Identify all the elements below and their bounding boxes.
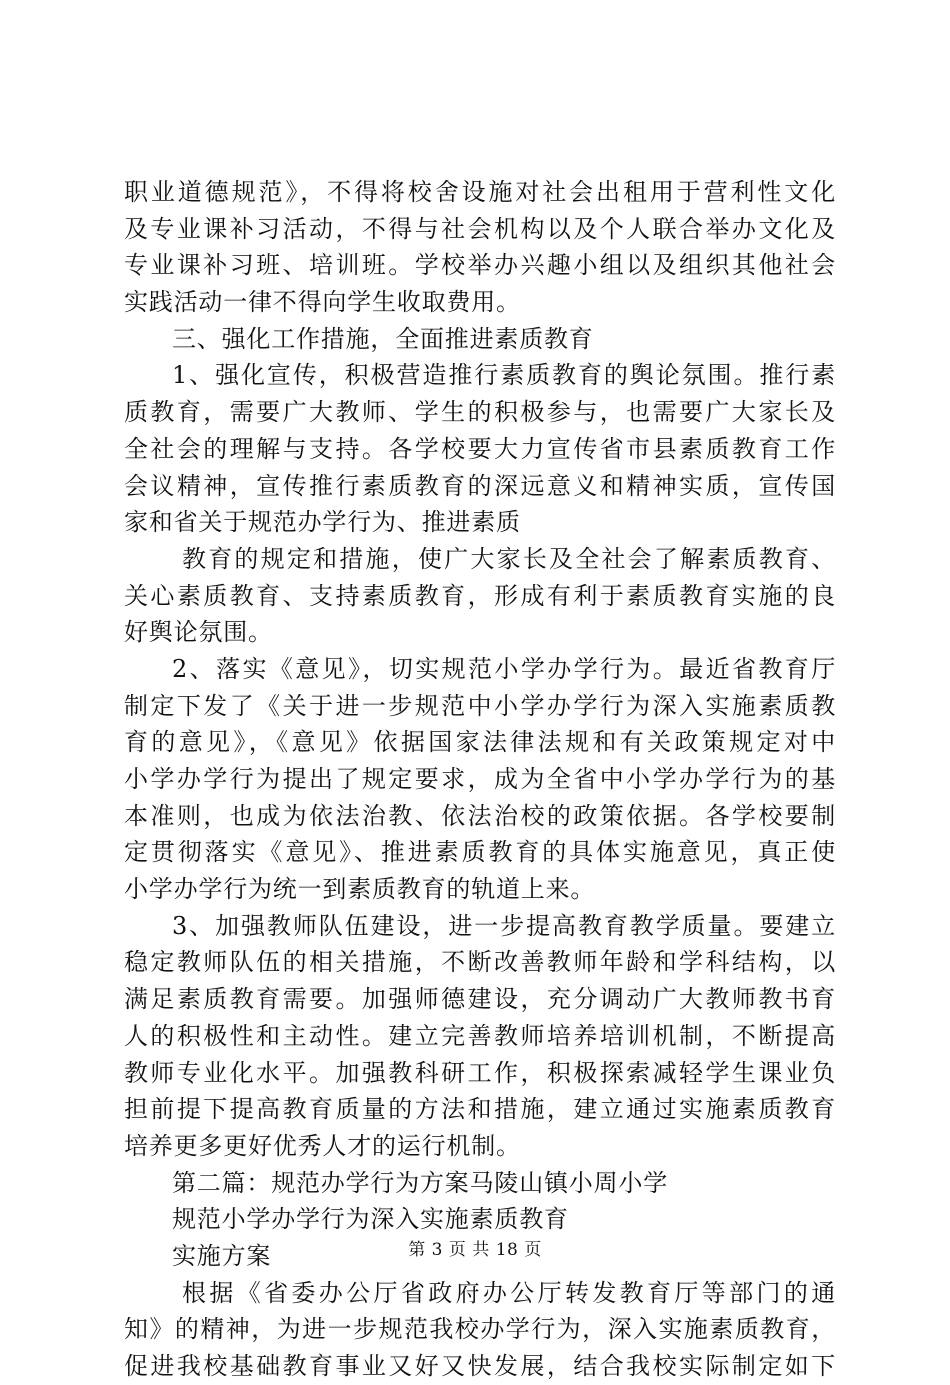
text-line: 2、落实《意见》，切实规范小学办学行为。最近省教育厅 [172,654,836,683]
text-line: 制定下发了《关于进一步规范中小学办学行为深入实施素质教 [124,691,836,720]
text-line: 1、强化宣传，积极营造推行素质教育的舆论氛围。推行素 [172,361,836,390]
text-line: 全社会的理解与支持。各学校要大力宣传省市县素质教育工作 [124,434,836,463]
text-line: 培养更多更好优秀人才的运行机制。 [124,1131,521,1160]
text-line: 人的积极性和主动性。建立完善教师培养培训机制，不断提高 [124,1021,836,1050]
text-line: 教育的规定和措施，使广大家长及全社会了解素质教育、 [182,544,836,573]
text-line: 规范小学办学行为深入实施素质教育 [172,1205,569,1234]
page-footer: 第 3 页 共 18 页 [408,1240,542,1260]
text-line: 稳定教师队伍的相关措施，不断改善教师年龄和学科结构，以 [124,948,836,977]
text-line: 质教育，需要广大教师、学生的积极参与，也需要广大家长及 [124,398,836,427]
text-line: 满足素质教育需要。加强师德建设，充分调动广大教师教书育 [124,985,836,1014]
text-line: 小学办学行为统一到素质教育的轨道上来。 [124,875,596,904]
text-line: 小学办学行为提出了规定要求，成为全省中小学办学行为的基 [124,765,836,793]
text-line: 教师专业化水平。加强教科研工作，积极探索减轻学生课业负 [124,1058,836,1087]
text-line: 实践活动一律不得向学生收取费用。 [124,288,521,317]
text-line: 根据《省委办公厅省政府办公厅转发教育厅等部门的通 [182,1278,836,1307]
text-line: 好舆论氛围。 [124,618,273,647]
text-line: 实施方案 [172,1241,272,1270]
text-line: 职业道德规范》，不得将校舍设施对社会出租用于营利性文化 [124,178,836,206]
text-line: 3、加强教师队伍建设，进一步提高教育教学质量。要建立 [172,911,836,940]
text-line: 育的意见》，《意见》依据国家法律法规和有关政策规定对中 [124,728,836,757]
text-line: 专业课补习班、培训班。学校举办兴趣小组以及组织其他社会 [124,251,836,280]
text-line: 三、强化工作措施，全面推进素质教育 [172,324,594,353]
text-line: 及专业课补习活动，不得与社会机构以及个人联合举办文化及 [124,214,836,243]
text-line: 知》的精神，为进一步规范我校办学行为，深入实施素质教育， [124,1315,836,1344]
text-line: 本准则，也成为依法治教、依法治校的政策依据。各学校要制 [124,801,836,830]
text-line: 关心素质教育、支持素质教育，形成有利于素质教育实施的良 [124,581,836,610]
text-line: 促进我校基础教育事业又好又快发展，结合我校实际制定如下 [124,1352,836,1380]
text-line: 第二篇：规范办学行为方案马陵山镇小周小学 [172,1168,668,1197]
text-line: 家和省关于规范办学行为、推进素质 [124,508,521,537]
text-line: 定贯彻落实《意见》、推进素质教育的具体实施意见，真正使 [124,838,836,867]
document-body [124,174,836,1385]
text-line: 会议精神，宣传推行素质教育的深远意义和精神实质，宣传国 [124,471,836,500]
text-line: 担前提下提高教育质量的方法和措施，建立通过实施素质教育 [124,1095,836,1124]
